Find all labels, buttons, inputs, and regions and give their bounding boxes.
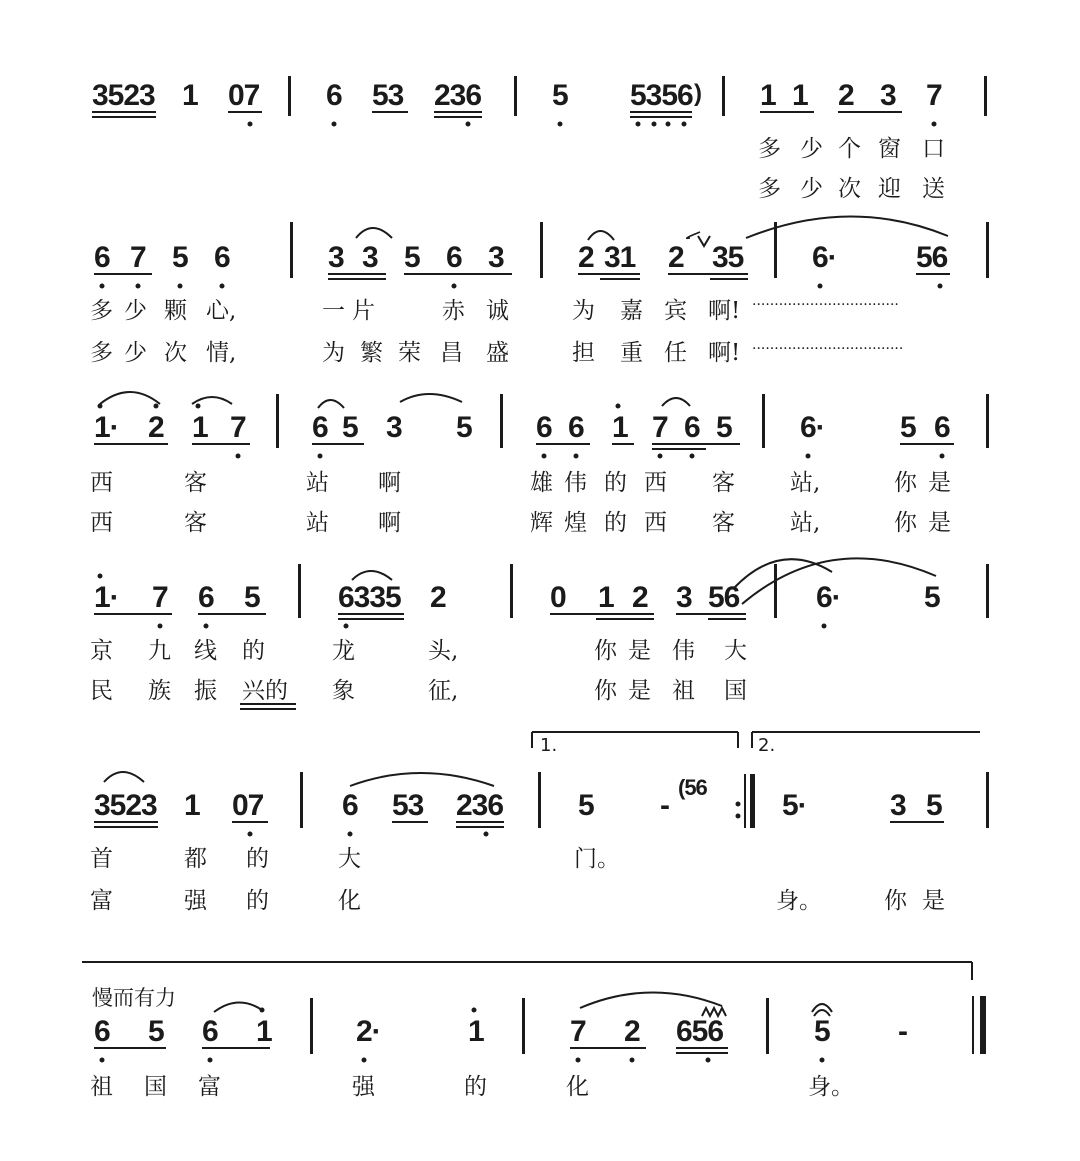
- note: 07: [228, 79, 260, 112]
- lyric: 繁: [360, 340, 383, 366]
- repeat-sign: [736, 774, 756, 828]
- note: 7: [570, 1015, 586, 1048]
- lyric: 站,: [790, 470, 821, 496]
- note: 6: [312, 411, 328, 444]
- note: 6: [536, 411, 552, 444]
- lyric: 京: [90, 638, 113, 664]
- lyric: 啊: [378, 470, 401, 496]
- note: 1·: [94, 581, 119, 614]
- note: 5356: [630, 79, 693, 112]
- lyric: 送: [922, 176, 945, 202]
- lyric: 强: [184, 888, 207, 914]
- note: 2: [430, 581, 446, 614]
- note: 56: [708, 581, 740, 614]
- note: 1: [612, 411, 628, 444]
- lyric: 情,: [206, 340, 237, 366]
- note: 0: [550, 581, 566, 614]
- note: 3523: [92, 79, 155, 112]
- lyric-continuation: ··································: [752, 341, 904, 357]
- lyric: 少: [124, 340, 147, 366]
- lyric: 祖: [672, 678, 695, 704]
- lyric: 祖: [90, 1074, 113, 1100]
- note: 2: [578, 241, 594, 274]
- note: 5: [814, 1015, 830, 1048]
- lyric: 是: [922, 888, 945, 914]
- lyric: 你: [594, 678, 617, 704]
- lyric: 站: [306, 470, 329, 496]
- lyric: 强: [352, 1074, 375, 1100]
- lyric: 担: [572, 340, 595, 366]
- lyric: 伟: [564, 470, 587, 496]
- note: 1: [598, 581, 614, 614]
- note: 5: [552, 79, 568, 112]
- lyric: 的: [246, 846, 269, 872]
- note: 5: [924, 581, 940, 614]
- lyric: 是: [928, 510, 951, 536]
- lyric: 你: [884, 888, 907, 914]
- volta-brackets: [82, 732, 980, 980]
- lyric: 西: [644, 510, 667, 536]
- note: 56: [916, 241, 948, 274]
- lyric: 啊!: [708, 340, 741, 366]
- note: 2: [632, 581, 648, 614]
- note: 5·: [782, 789, 807, 822]
- lyric: 是: [628, 678, 651, 704]
- lyric-continuation: ·································: [752, 297, 899, 313]
- note: 53: [372, 79, 404, 112]
- lyric: 兴的: [242, 678, 288, 704]
- lyric: 伟: [672, 638, 695, 664]
- note: 7: [652, 411, 668, 444]
- note: 6: [934, 411, 950, 444]
- lyric: 赤: [442, 298, 465, 324]
- lyric: 煌: [564, 510, 587, 536]
- lyric: 少: [124, 298, 147, 324]
- lyric: 富: [198, 1074, 221, 1100]
- note: 3: [676, 581, 692, 614]
- note: 1: [792, 79, 808, 112]
- note: 236: [456, 789, 504, 822]
- lyric: 客: [712, 510, 735, 536]
- lyric: 次: [838, 176, 861, 202]
- note: 07: [232, 789, 264, 822]
- note: 3: [362, 241, 378, 274]
- lyric: 的: [246, 888, 269, 914]
- note: 5: [404, 241, 420, 274]
- lyric: 征,: [428, 678, 459, 704]
- lyric: 站: [306, 510, 329, 536]
- note: 656: [676, 1015, 724, 1048]
- tempo-marking: 慢而有力: [92, 986, 176, 1010]
- lyric: 西: [644, 470, 667, 496]
- lyric: 个: [838, 136, 861, 162]
- note: 6·: [816, 581, 841, 614]
- lyric: 窗: [878, 136, 901, 162]
- lyric: 客: [184, 470, 207, 496]
- lyric: 多: [758, 136, 781, 162]
- note: 3523: [94, 789, 157, 822]
- lyric: 迎: [878, 176, 901, 202]
- lyric: 大: [724, 638, 747, 664]
- note: 5: [172, 241, 188, 274]
- lyric: 你: [894, 510, 917, 536]
- note: 5: [716, 411, 732, 444]
- lyric: 荣: [398, 340, 421, 366]
- lyric: 国: [144, 1074, 167, 1100]
- lyric: 你: [894, 470, 917, 496]
- lyric: 多: [90, 340, 113, 366]
- note: 7: [130, 241, 146, 274]
- note: 6·: [800, 411, 825, 444]
- lyric: 的: [464, 1074, 487, 1100]
- note: 6: [214, 241, 230, 274]
- note: 6: [326, 79, 342, 112]
- lyric: 头,: [428, 638, 459, 664]
- note: 5: [148, 1015, 164, 1048]
- note: 6335: [338, 581, 401, 614]
- lyric: 多: [90, 298, 113, 324]
- lyric: 多: [758, 176, 781, 202]
- note: 31: [604, 241, 636, 274]
- lyric: 盛: [486, 340, 509, 366]
- lyric: 化: [338, 888, 361, 914]
- lyric: 雄: [530, 470, 553, 496]
- lyric: 客: [184, 510, 207, 536]
- lyric: 是: [928, 470, 951, 496]
- note: 2: [148, 411, 164, 444]
- note: 1: [192, 411, 208, 444]
- lyric: 啊!: [708, 298, 741, 324]
- lyric: 你: [594, 638, 617, 664]
- lyric: 民: [90, 678, 113, 704]
- note: 5: [926, 789, 942, 822]
- lyric: 族: [148, 678, 171, 704]
- pickup-note: (56: [678, 775, 707, 800]
- lyric: 啊: [378, 510, 401, 536]
- lyric: 诚: [486, 298, 509, 324]
- note: 6: [568, 411, 584, 444]
- note: 2: [624, 1015, 640, 1048]
- lyric: 一: [322, 298, 345, 324]
- note: 5: [456, 411, 472, 444]
- note: -: [898, 1015, 907, 1048]
- lyric: 嘉: [620, 298, 643, 324]
- lyric: 任: [664, 340, 687, 366]
- note: -: [660, 789, 669, 822]
- volta-1-label: 1.: [540, 735, 558, 756]
- note: 1: [468, 1015, 484, 1048]
- lyric: 片: [352, 298, 375, 324]
- note: 7: [926, 79, 942, 112]
- note: 2: [838, 79, 854, 112]
- lyric: 的: [242, 638, 265, 664]
- note: 6: [202, 1015, 218, 1048]
- note: 1: [256, 1015, 272, 1048]
- note: 3: [386, 411, 402, 444]
- note: 6: [342, 789, 358, 822]
- lyric: 为: [322, 340, 345, 366]
- lyric: 大: [338, 846, 361, 872]
- lyric: 身。: [808, 1074, 854, 1100]
- note: 2: [668, 241, 684, 274]
- lyric: 身。: [776, 888, 822, 914]
- note: 6: [446, 241, 462, 274]
- note: 5: [342, 411, 358, 444]
- note: 5: [244, 581, 260, 614]
- lyric: 客: [712, 470, 735, 496]
- rhythm-underlines: [92, 112, 954, 1053]
- lyric: 象: [332, 678, 355, 704]
- lyric: 都: [184, 846, 207, 872]
- lyric: 少: [800, 176, 823, 202]
- note: 1: [184, 789, 200, 822]
- note: 6: [684, 411, 700, 444]
- lyric: 颗: [164, 298, 187, 324]
- lyric: 辉: [530, 510, 553, 536]
- lyric: 富: [90, 888, 113, 914]
- note: 6: [94, 1015, 110, 1048]
- lyric: 次: [164, 340, 187, 366]
- lyric: 口: [922, 136, 945, 162]
- lyric: 站,: [790, 510, 821, 536]
- note: 7: [230, 411, 246, 444]
- lyric: 心,: [206, 298, 237, 324]
- note: 5: [578, 789, 594, 822]
- lyric: 为: [572, 298, 595, 324]
- lyric: 化: [566, 1074, 589, 1100]
- note: 35: [712, 241, 744, 274]
- lyric: 是: [628, 638, 651, 664]
- lyric: 首: [90, 846, 113, 872]
- lyric: 国: [724, 678, 747, 704]
- lyric: 少: [800, 136, 823, 162]
- ornament-marks: [698, 236, 726, 1016]
- lyric: 昌: [440, 340, 463, 366]
- octave-dots: [98, 122, 948, 1063]
- lyric: 门。: [574, 846, 620, 872]
- note: 3: [880, 79, 896, 112]
- lyric: 西: [90, 470, 113, 496]
- volta-2-label: 2.: [758, 735, 776, 756]
- note: 3: [328, 241, 344, 274]
- note: 6: [94, 241, 110, 274]
- lyric: 的: [604, 510, 627, 536]
- note: 6: [198, 581, 214, 614]
- note: 3: [890, 789, 906, 822]
- note: 1: [760, 79, 776, 112]
- close-paren: ): [694, 80, 701, 107]
- lyric: 九: [148, 638, 171, 664]
- lyric: 宾: [664, 298, 687, 324]
- lyric: 重: [620, 340, 643, 366]
- lyric: 振: [194, 678, 217, 704]
- lyric: 西: [90, 510, 113, 536]
- slurs: [100, 216, 948, 1016]
- note: 5: [900, 411, 916, 444]
- lyric: 的: [604, 470, 627, 496]
- note: 2·: [356, 1015, 381, 1048]
- note: 1: [182, 79, 198, 112]
- note: 7: [152, 581, 168, 614]
- note: 53: [392, 789, 424, 822]
- note: 3: [488, 241, 504, 274]
- note: 1·: [94, 411, 119, 444]
- note: 236: [434, 79, 482, 112]
- lyric: 线: [194, 638, 217, 664]
- lyric: 龙: [332, 638, 355, 664]
- note: 6·: [812, 241, 837, 274]
